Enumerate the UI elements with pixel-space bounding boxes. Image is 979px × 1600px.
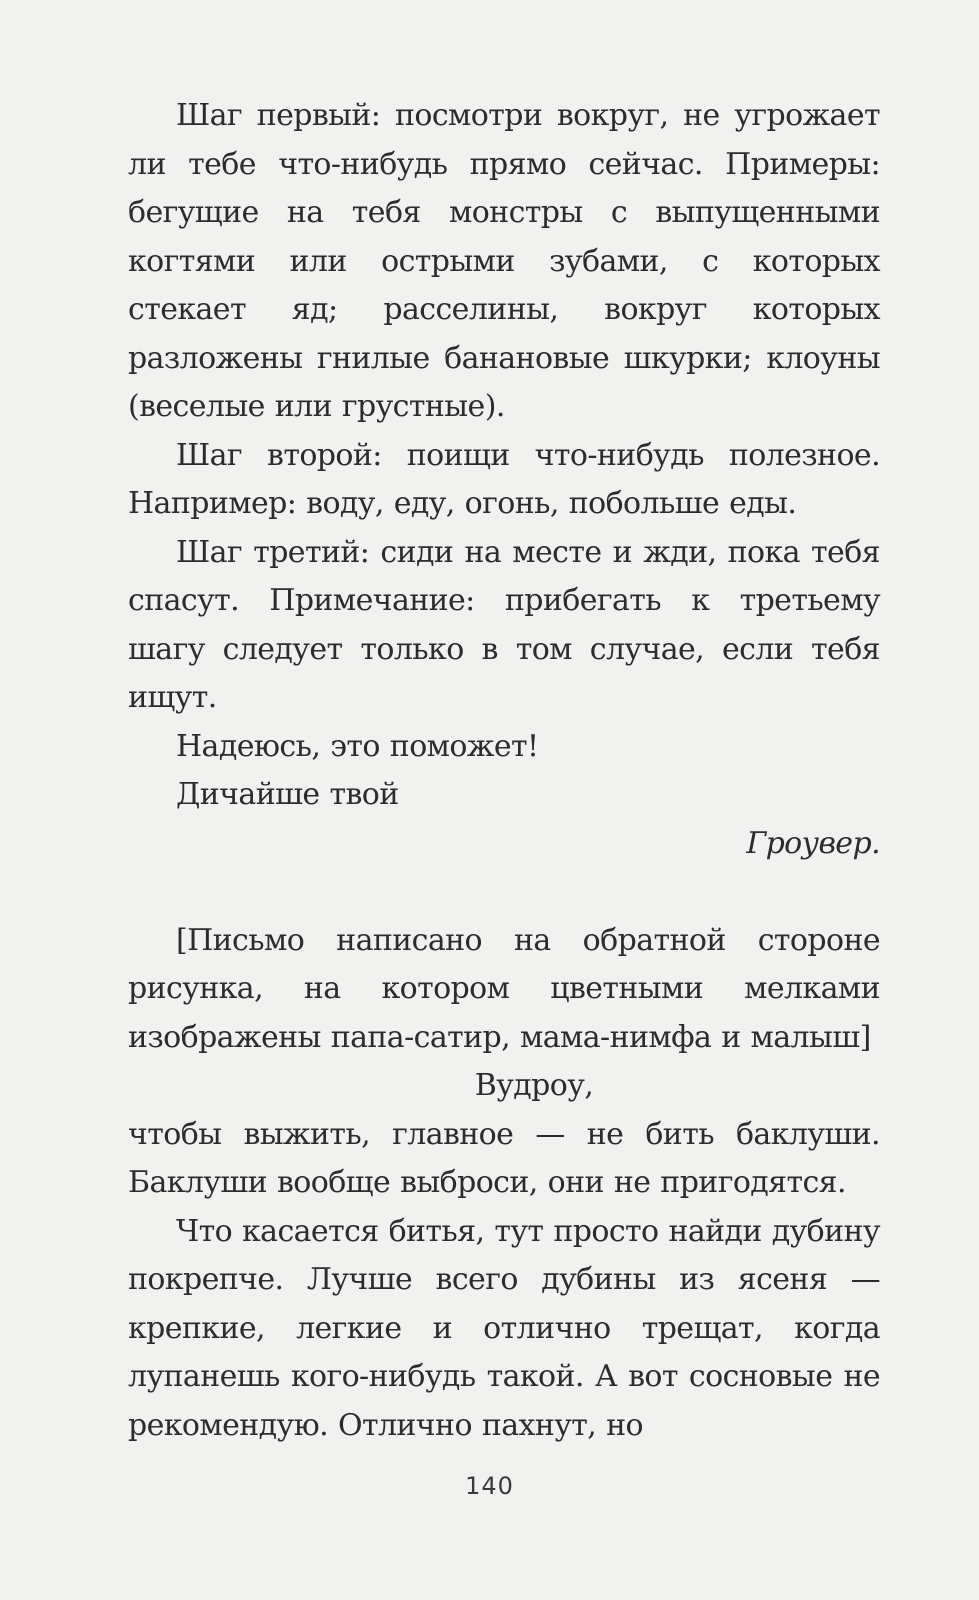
page-body (128, 92, 880, 1450)
closing-valediction: Дичайше твой (176, 777, 399, 812)
editorial-note: [Письмо написано на обратной стороне рисунка, на котором цветными мелками изображены папа-сатир, мама-нимфа и малыш] (128, 922, 880, 1055)
paragraph-letter-start: чтобы выжить, главное — не бить баклуши. Баклуши вообще выброси, они не пригодятся. (128, 1116, 880, 1200)
closing-line: Надеюсь, это поможет! (176, 728, 539, 764)
paragraph-step-two: Шаг второй: поищи что-нибудь полезное. Например: воду, еду, огонь, побольше еды. (128, 437, 880, 521)
paragraph-step-three: Шаг третий: сиди на месте и жди, пока тебя спасут. Примечание: прибегать к третьему шагу следует только в том случае, если тебя ищут. (128, 534, 880, 715)
signature: Гроувер. (746, 825, 880, 861)
salutation: Вудроу, (474, 1068, 594, 1103)
section-gap (128, 868, 880, 917)
paragraph-club-advice: Что касается битья, тут просто найди дубину покрепче. Лучше всего дубины из ясеня — крепкие, легкие и отлично трещат, когда лупанешь кого-нибудь такой. А вот сосновые не рекомендую. Отлично пахнут, но (128, 1213, 880, 1443)
paragraph-step-one: Шаг первый: посмотри вокруг, не угрожает ли тебе что-нибудь прямо сейчас. Примеры: бегущие на тебя монстры с выпущенными когтями или острыми зубами, с которых стекает яд; расселины, вокруг которых разложены гнилые банановые шкурки; клоуны (веселые или грустные). (128, 98, 880, 424)
page-number: 140 (465, 1472, 514, 1500)
